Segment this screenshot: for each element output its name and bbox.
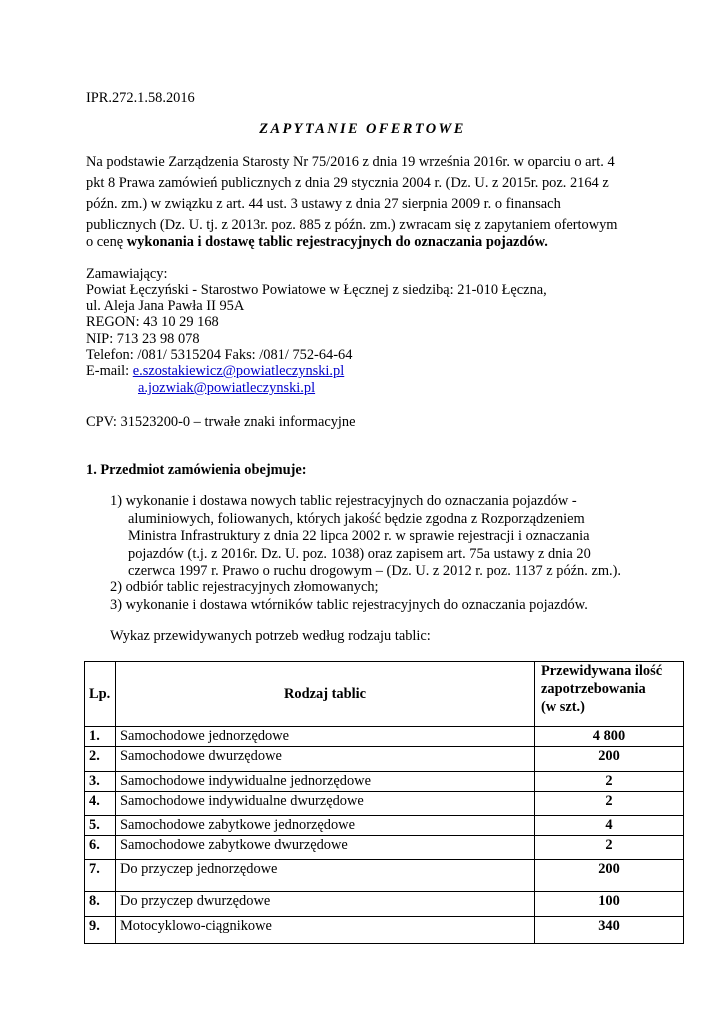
intro-line: pkt 8 Prawa zamówień publicznych z dnia 29 stycznia 2004 r. (Dz. U. z 2015r. poz. 2164 z: [86, 175, 609, 191]
email-label: E-mail:: [86, 363, 133, 379]
intro-line: późn. zm.) w związku z art. 44 ust. 3 ustawy z dnia 27 sierpnia 2009 r. o finansach: [86, 196, 561, 212]
table-row: [85, 792, 684, 816]
table-row: [85, 816, 684, 836]
cpv-code: CPV: 31523200-0 – trwałe znaki informacyjne: [86, 414, 356, 430]
buyer-email-line: [86, 362, 344, 380]
row-lp: 8.: [85, 892, 116, 917]
row-lp: 9.: [85, 917, 116, 944]
header-type: Rodzaj tablic: [116, 662, 535, 727]
row-lp: 5.: [85, 816, 116, 836]
table-row: [85, 836, 684, 860]
row-type: Samochodowe zabytkowe dwurzędowe: [116, 836, 535, 860]
intro-line: Na podstawie Zarządzenia Starosty Nr 75/2016 z dnia 19 września 2016r. w oparciu o art. 4: [86, 154, 615, 170]
row-qty: 4 800: [535, 727, 684, 747]
buyer-name: Powiat Łęczyński - Starostwo Powiatowe w Łęcznej z siedzibą: 21-010 Łęczna,: [86, 282, 547, 298]
email-link-2[interactable]: a.jozwiak@powiatleczynski.pl: [138, 380, 316, 396]
table-row: [85, 917, 684, 944]
list-item-continuation: aluminiowych, foliowanych, których jakość będzie zgodna z Rozporządzeniem: [128, 511, 585, 527]
section-heading: 1. Przedmiot zamówienia obejmuje:: [86, 462, 307, 478]
intro-line: publicznych (Dz. U. tj. z 2013r. poz. 885 z późn. zm.) zwracam się z zapytaniem ofertowym: [86, 217, 618, 233]
row-lp: 1.: [85, 727, 116, 747]
buyer-street: ul. Aleja Jana Pawła II 95A: [86, 298, 245, 314]
header-qty: [535, 662, 684, 727]
list-item-continuation: Ministra Infrastruktury z dnia 22 lipca 2002 r. w sprawie rejestracji i oznaczania: [128, 528, 590, 544]
row-type: Samochodowe zabytkowe jednorzędowe: [116, 816, 535, 836]
row-type: Samochodowe indywidualne jednorzędowe: [116, 772, 535, 792]
table-row: [85, 727, 684, 747]
row-qty: 2: [535, 792, 684, 816]
table-row: [85, 892, 684, 917]
row-type: Samochodowe jednorzędowe: [116, 727, 535, 747]
row-lp: 7.: [85, 860, 116, 892]
header-qty-line: Przewidywana ilość: [541, 663, 663, 679]
row-qty: 200: [535, 860, 684, 892]
row-lp: 3.: [85, 772, 116, 792]
row-type: Samochodowe dwurzędowe: [116, 747, 535, 772]
intro-subject: wykonania i dostawę tablic rejestracyjnych do oznaczania pojazdów.: [126, 234, 548, 250]
intro-prefix: o cenę: [86, 234, 127, 250]
buyer-regon: REGON: 43 10 29 168: [86, 314, 219, 330]
buyer-nip: NIP: 713 23 98 078: [86, 331, 200, 347]
header-qty-line: zapotrzebowania: [541, 681, 646, 697]
table-row: [85, 747, 684, 772]
row-qty: 340: [535, 917, 684, 944]
row-lp: 6.: [85, 836, 116, 860]
list-item-continuation: czerwca 1997 r. Prawo o ruchu drogowym – (Dz. U. z 2012 r. poz. 1137 z późn. zm.).: [128, 563, 622, 579]
plates-table: [84, 661, 684, 944]
list-intro: Wykaz przewidywanych potrzeb według rodzaju tablic:: [110, 628, 431, 644]
table-row: [85, 860, 684, 892]
row-type: Motocyklowo-ciągnikowe: [116, 917, 535, 944]
header-qty-line: (w szt.): [541, 699, 585, 715]
row-qty: 200: [535, 747, 684, 772]
document-title: ZAPYTANIE OFERTOWE: [259, 121, 466, 137]
buyer-email-line-2: [138, 379, 315, 397]
buyer-phone: Telefon: /081/ 5315204 Faks: /081/ 752-64-64: [86, 347, 353, 363]
list-item-continuation: pojazdów (t.j. z 2016r. Dz. U. poz. 1038) oraz zapisem art. 75a ustawy z dnia 20: [128, 546, 591, 562]
row-qty: 2: [535, 836, 684, 860]
row-qty: 100: [535, 892, 684, 917]
table-header-row: [85, 662, 684, 727]
list-item: 3) wykonanie i dostawa wtórników tablic rejestracyjnych do oznaczania pojazdów.: [110, 597, 588, 613]
row-type: Do przyczep jednorzędowe: [116, 860, 535, 892]
list-item: 2) odbiór tablic rejestracyjnych złomowanych;: [110, 579, 379, 595]
list-item: 1) wykonanie i dostawa nowych tablic rejestracyjnych do oznaczania pojazdów -: [110, 493, 577, 509]
buyer-label: Zamawiający:: [86, 266, 168, 282]
document-reference: IPR.272.1.58.2016: [86, 90, 195, 106]
header-lp: Lp.: [85, 662, 116, 727]
row-type: Do przyczep dwurzędowe: [116, 892, 535, 917]
row-lp: 4.: [85, 792, 116, 816]
row-qty: 2: [535, 772, 684, 792]
row-qty: 4: [535, 816, 684, 836]
intro-line: [86, 233, 548, 251]
row-lp: 2.: [85, 747, 116, 772]
email-link-1[interactable]: e.szostakiewicz@powiatleczynski.pl: [132, 363, 345, 379]
table-row: [85, 772, 684, 792]
row-type: Samochodowe indywidualne dwurzędowe: [116, 792, 535, 816]
